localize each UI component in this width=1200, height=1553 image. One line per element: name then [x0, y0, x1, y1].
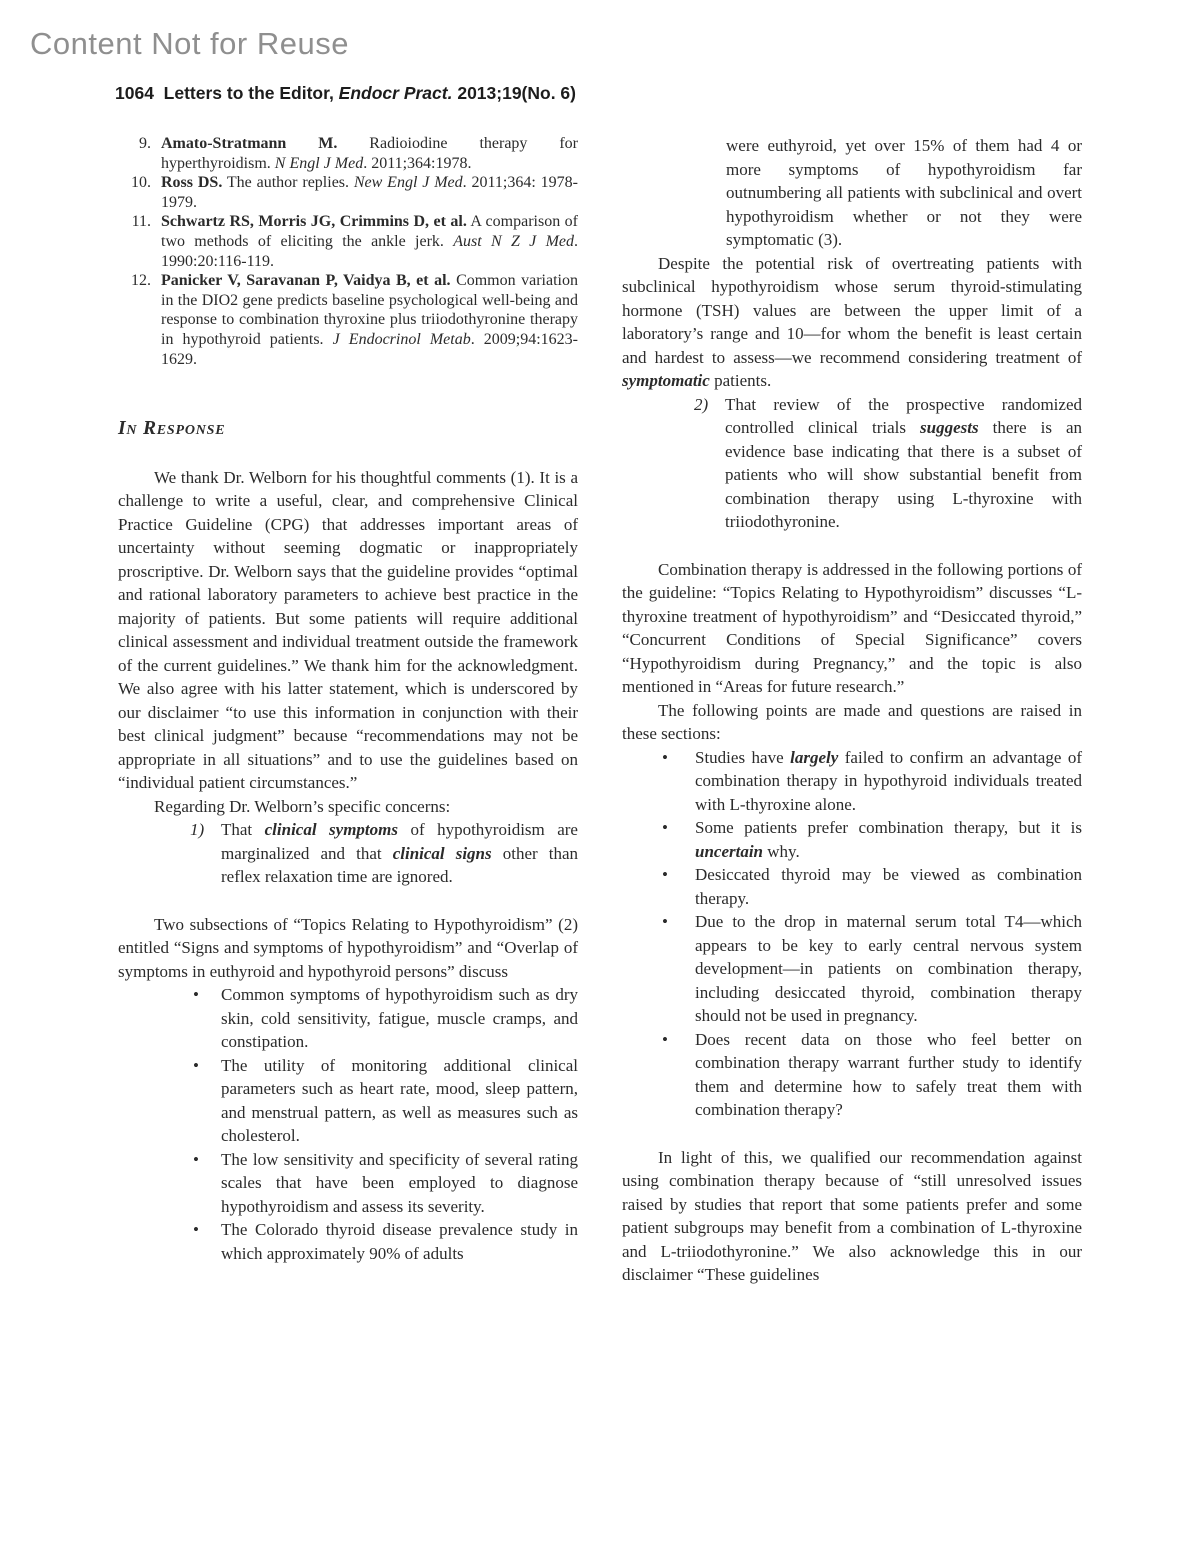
bullet-list-item: [118, 1148, 578, 1219]
item-text: [221, 1148, 578, 1219]
item-number: 11.: [131, 213, 151, 231]
paragraph: [622, 252, 1082, 393]
continuation-paragraph: [726, 134, 1082, 252]
bullet-list-item: [118, 1218, 578, 1265]
reference-item: [118, 212, 578, 271]
bullet-list-item: [622, 863, 1082, 910]
text-segment: why.: [763, 841, 800, 861]
text-segment: other than reflex relaxation time are ignored.: [221, 843, 578, 887]
text-segment: Endocr Pract.: [338, 83, 453, 103]
item-text: [695, 863, 1082, 910]
text-segment: failed to confirm an advantage of combination therapy in hypothyroid individuals treated with L-thyroxine alone.: [695, 747, 1082, 814]
text-segment: suggests: [920, 418, 979, 437]
item-text: [161, 271, 578, 369]
text-segment: largely: [790, 747, 839, 767]
paragraph: [622, 1146, 1082, 1287]
text-segment: . 1990:20:116-119.: [161, 232, 579, 270]
text-segment: Schwartz RS, Morris JG, Crimmins D, et al.: [161, 213, 467, 231]
bullet-list-item: [622, 910, 1082, 1028]
paragraph: [118, 795, 578, 819]
item-text: [695, 746, 1082, 817]
text-segment: . 2011;364: 1978-1979.: [161, 174, 578, 211]
bullet-icon: •: [662, 747, 668, 767]
text-segment: Ross DS.: [161, 174, 223, 192]
text-segment: patients.: [709, 371, 772, 390]
item-number: 12.: [131, 272, 151, 290]
bullet-icon: •: [662, 1029, 668, 1049]
text-segment: N Engl J Med: [274, 154, 364, 172]
reference-item: [118, 173, 578, 212]
text-segment: of hypothyroidism are marginalized and that: [221, 820, 578, 863]
bullet-icon: •: [193, 1055, 199, 1075]
item-text: [695, 1028, 1082, 1122]
text-segment: Studies have: [695, 747, 791, 767]
text-segment: Combination therapy is addressed in the following portions of the guideline: “Topics Relating to Hypothyroidism” discusses “L-thyroxine treatment of hypothyroidism” and “Desiccated thyroid,” “Concurrent Conditions of Special Significance” covers “Hypothyroidism during Pregnancy,” and the topic is also mentioned in “Areas for future research.”: [622, 559, 1082, 696]
text-segment: The low sensitivity and specificity of several rating scales that have been employed to diagnose hypothyroidism and assess its severity.: [221, 1149, 578, 1216]
item-text: [695, 816, 1082, 863]
running-head: [115, 83, 576, 104]
text-segment: Aust N Z J Med: [453, 232, 575, 250]
text-segment: uncertain: [695, 841, 764, 861]
text-segment: In light of this, we qualified our recommendation against using combination therapy because of “still unresolved issues raised by studies that report that some patients prefer and some patient subgroups may benefit from a combination of L-thyroxine and L-triiodothyronine.” We also acknowledge this in our disclaimer “These guidelines: [622, 1147, 1082, 1284]
bullet-list-item: [622, 1028, 1082, 1122]
watermark-text: Content Not for Reuse: [30, 26, 349, 61]
paragraph: [118, 913, 578, 984]
text-segment: The author replies.: [222, 174, 354, 192]
text-segment: Two subsections of “Topics Relating to Hypothyroidism” (2) entitled “Signs and symptoms of hypothyroidism” and “Overlap of symptoms in euthyroid and hypothyroid persons” discuss: [118, 914, 578, 981]
bullet-list-item: [622, 746, 1082, 817]
item-text: [221, 983, 578, 1054]
text-segment: That: [221, 820, 265, 840]
bullet-icon: •: [662, 818, 668, 837]
numbered-list-item: [118, 818, 578, 889]
reference-item: [118, 271, 578, 369]
text-segment: clinical signs: [392, 843, 492, 863]
text-segment: . 2011;364:1978.: [363, 154, 472, 172]
bullet-icon: •: [193, 1220, 199, 1240]
reference-item: [118, 134, 578, 173]
text-segment: Does recent data on those who feel better on combination therapy warrant further study to identify them and determine how to safely treat them with combination therapy?: [695, 1029, 1082, 1119]
item-text: [161, 134, 578, 173]
text-segment: were euthyroid, yet over 15% of them had 4 or more symptoms of hypothyroidism far outnumbering all patients with subclinical and overt hypothyroidism whether or not they were symptomatic (3).: [726, 136, 1082, 249]
text-segment: We thank Dr. Welborn for his thoughtful comments (1). It is a challenge to write a useful, clear, and comprehensive Clinical Practice Guideline (CPG) that addresses important areas of uncertainty without seeming dogmatic or inappropriately proscriptive. Dr. Welborn says that the guideline provides “optimal and rational laboratory parameters to achieve best practice in the majority of patients. But some patients will require additional clinical assessment and individual treatment outside the framework of the current guidelines.” We thank him for the acknowledgment. We also agree with his latter statement, which is underscored by our disclaimer “to use this information in conjunction with their best clinical judgment” because “recommendations may not be appropriate in all situations” and to use the guidelines based on “individual patient circumstances.”: [118, 467, 578, 793]
bullet-icon: •: [662, 912, 668, 931]
item-number: 9.: [139, 135, 151, 152]
text-segment: The following points are made and questions are raised in these sections:: [622, 700, 1082, 743]
text-segment: clinical symptoms: [264, 820, 398, 840]
item-text: [725, 393, 1082, 534]
text-segment: The Colorado thyroid disease prevalence study in which approximately 90% of adults: [221, 1220, 578, 1263]
bullet-list-item: [118, 983, 578, 1054]
text-segment: . 2009;94:1623-1629.: [161, 330, 578, 368]
item-number: 2): [694, 394, 709, 414]
text-segment: there is an evidence base indicating that there is a subset of patients who will show substantial benefit from combination therapy using L-thyroxine with triiodothyronine.: [725, 418, 1082, 531]
item-text: [221, 1218, 578, 1265]
paragraph: [118, 466, 578, 795]
text-segment: Despite the potential risk of overtreating patients with subclinical hypothyroidism whose serum thyroid-stimulating hormone (TSH) values are between the upper limit of a laboratory’s range and 10—for whom the benefit is least certain and hardest to assess—we recommend considering treatment of: [622, 253, 1082, 367]
two-column-body: [118, 134, 1082, 1287]
text-segment: Desiccated thyroid may be viewed as combination therapy.: [695, 865, 1082, 908]
text-segment: Panicker V, Saravanan P, Vaidya B, et al.: [161, 272, 451, 290]
item-text: [221, 818, 578, 889]
paragraph: [622, 558, 1082, 699]
item-text: [161, 173, 578, 212]
item-text: [695, 910, 1082, 1028]
item-text: [161, 212, 578, 271]
text-segment: 2013;19(No. 6): [452, 83, 576, 103]
bullet-icon: •: [662, 865, 668, 884]
text-segment: Common variation in the DIO2 gene predicts baseline psychological well-being and response to combination thyroxine plus triiodothyronine therapy in hypothyroid patients.: [161, 272, 578, 348]
paragraph: [622, 699, 1082, 746]
text-segment: Common symptoms of hypothyroidism such as dry skin, cold sensitivity, fatigue, muscle cramps, and constipation.: [221, 985, 578, 1052]
left-column: [118, 134, 578, 1287]
text-segment: J Endocrinol Metab: [332, 330, 471, 348]
text-segment: Amato-Stratmann M.: [161, 135, 338, 152]
text-segment: Some patients prefer combination therapy, but it is: [695, 818, 1082, 837]
text-segment: Radioiodine therapy for hyperthyroidism.: [161, 135, 579, 172]
text-segment: 1064 Letters to the Editor,: [115, 83, 339, 103]
text-segment: Regarding Dr. Welborn’s specific concerns:: [154, 796, 451, 816]
numbered-list-item: [622, 393, 1082, 534]
item-number: 1): [190, 820, 205, 840]
text-segment: That review of the prospective randomized controlled clinical trials: [725, 394, 1082, 437]
text-segment: symptomatic: [622, 371, 710, 390]
text-segment: A comparison of two methods of eliciting the ankle jerk.: [161, 213, 578, 250]
bullet-list-item: [622, 816, 1082, 863]
item-text: [221, 1054, 578, 1148]
bullet-list-item: [118, 1054, 578, 1148]
bullet-icon: •: [193, 985, 199, 1005]
right-column: [622, 134, 1082, 1287]
text-segment: New Engl J Med: [353, 174, 463, 192]
item-number: 10.: [131, 174, 151, 192]
text-segment: The utility of monitoring additional clinical parameters such as heart rate, mood, sleep pattern, and menstrual pattern, as well as measures such as cholesterol.: [221, 1055, 578, 1146]
text-segment: Due to the drop in maternal serum total T4—which appears to be key to early central nervous system development—in patients on combination therapy, including desiccated thyroid, combination therapy should not be used in pregnancy.: [695, 912, 1082, 1025]
section-heading: In Response: [118, 418, 226, 440]
bullet-icon: •: [193, 1149, 199, 1169]
